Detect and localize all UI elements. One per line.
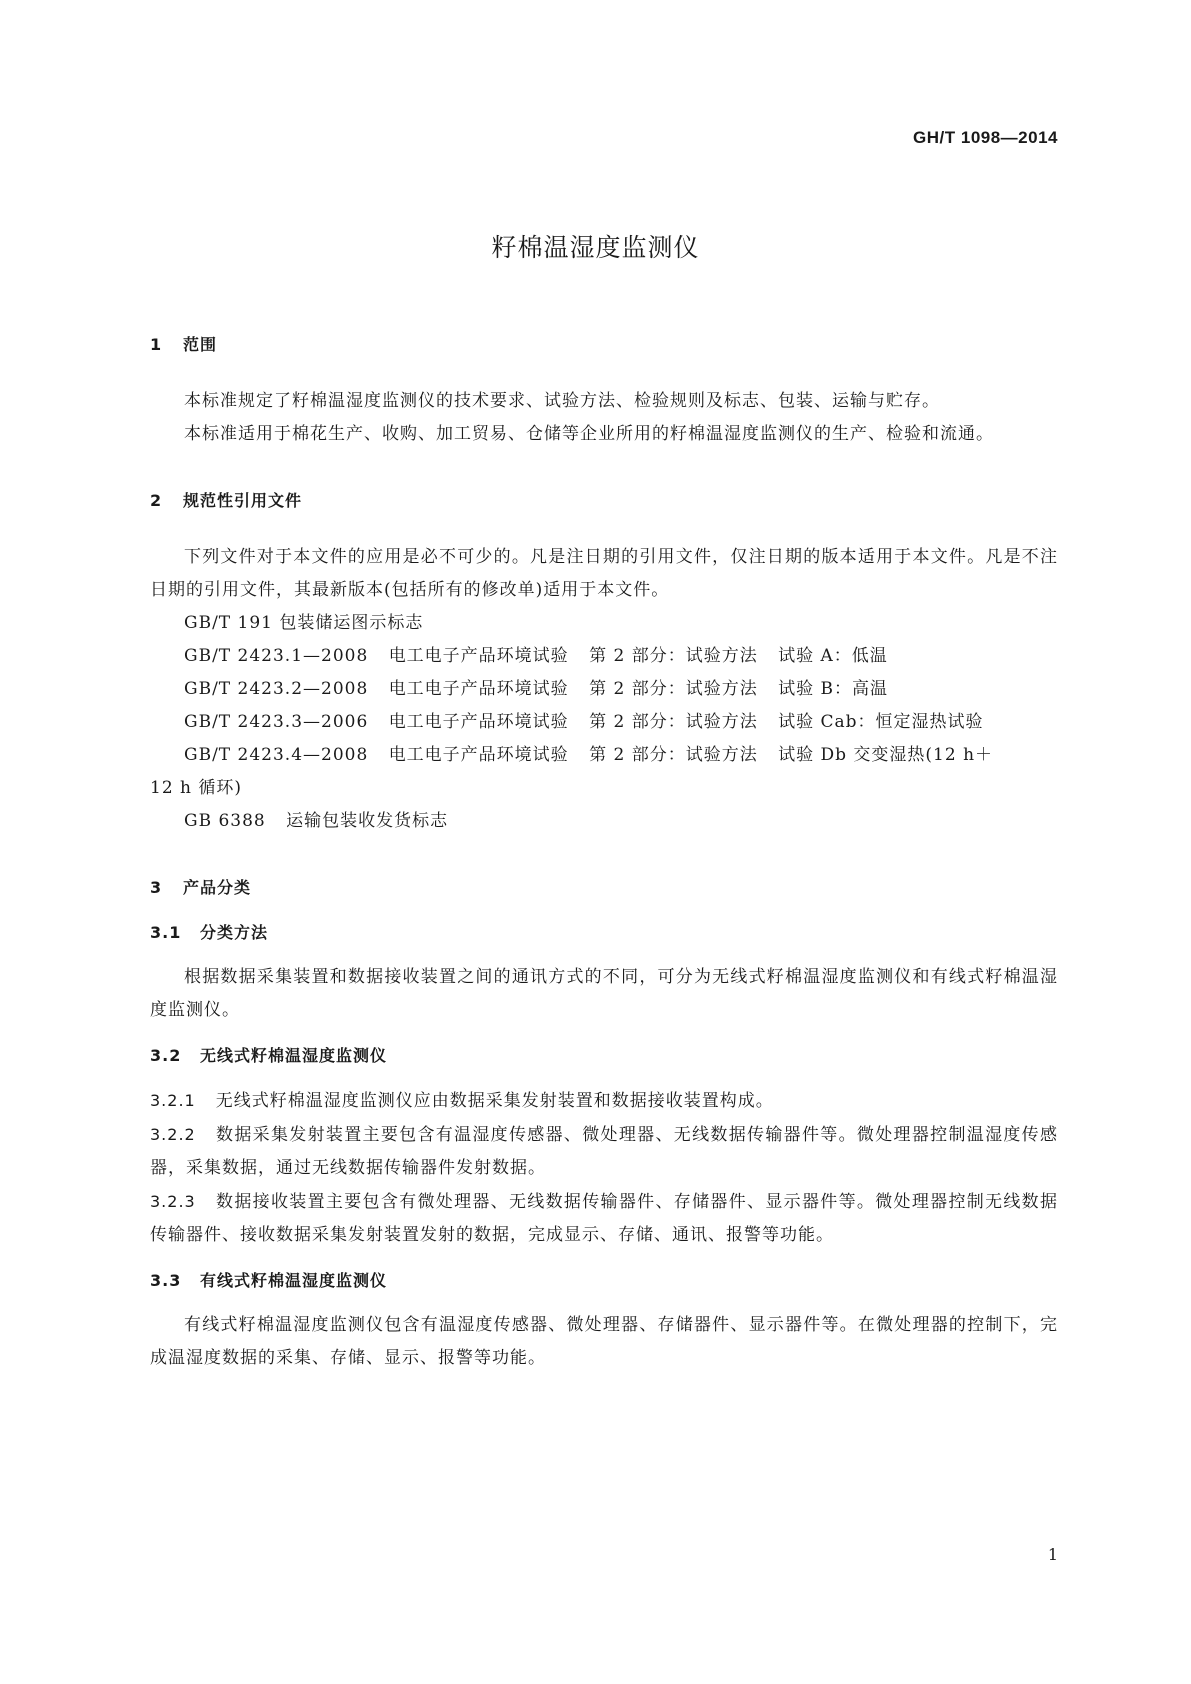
reference-item xyxy=(150,706,1058,739)
section-title: 规范性引用文件 xyxy=(183,491,303,510)
section-number: 3.3 xyxy=(150,1271,182,1290)
section-number: 2 xyxy=(150,491,163,510)
reference-code: GB/T 2423.3—2006 xyxy=(184,712,369,732)
paragraph: 根据数据采集装置和数据接收装置之间的通讯方式的不同，可分为无线式籽棉温湿度监测仪和有线式籽棉温湿度监测仪。 xyxy=(150,967,1058,1020)
section-number: 3 xyxy=(150,878,163,897)
reference-title: 电工电子产品环境试验 xyxy=(388,646,569,666)
section-title: 无线式籽棉温湿度监测仪 xyxy=(200,1046,388,1065)
paragraph: 本标准适用于棉花生产、收购、加工贸易、仓储等企业所用的籽棉温湿度监测仪的生产、检验和流通。 xyxy=(184,424,994,444)
reference-test: 试验 A：低温 xyxy=(778,646,888,666)
paragraph: 下列文件对于本文件的应用是必不可少的。凡是注日期的引用文件，仅注日期的版本适用于本文件。凡是不注日期的引用文件，其最新版本(包括所有的修改单)适用于本文件。 xyxy=(150,547,1058,600)
reference-test: 试验 Db 交变湿热(12 h＋ xyxy=(778,745,994,765)
reference-code: GB/T 2423.4—2008 xyxy=(184,745,369,765)
reference-title: 电工电子产品环境试验 xyxy=(388,712,569,732)
clause-item xyxy=(150,1185,1058,1252)
section-3-1-heading xyxy=(150,916,1058,949)
section-1-heading xyxy=(150,328,1058,361)
reference-part: 第 2 部分：试验方法 xyxy=(589,712,758,732)
section-3-heading xyxy=(150,871,1058,904)
clause-text: 无线式籽棉温湿度监测仪应由数据采集发射装置和数据接收装置构成。 xyxy=(215,1091,774,1111)
section-title: 有线式籽棉温湿度监测仪 xyxy=(200,1271,388,1290)
section-number: 3.1 xyxy=(150,923,182,942)
section-number: 1 xyxy=(150,335,163,354)
section-3-3-heading xyxy=(150,1264,1058,1297)
reference-item xyxy=(150,640,1058,673)
clause-text: 数据接收装置主要包含有微处理器、无线数据传输器件、存储器件、显示器件等。微处理器控制无线数据传输器件、接收数据采集发射装置发射的数据，完成显示、存储、通讯、报警等功能。 xyxy=(150,1192,1058,1245)
reference-item xyxy=(150,607,1058,640)
reference-test: 试验 B：高温 xyxy=(778,679,888,699)
clause-text: 数据采集发射装置主要包含有温湿度传感器、微处理器、无线数据传输器件等。微处理器控制温湿度传感器，采集数据，通过无线数据传输器件发射数据。 xyxy=(150,1125,1058,1178)
reference-title: 运输包装收发货标志 xyxy=(286,811,449,831)
page-number: 1 xyxy=(1047,1545,1058,1564)
section-number: 3.2 xyxy=(150,1046,182,1065)
reference-item xyxy=(150,739,1058,805)
document-title: 籽棉温湿度监测仪 xyxy=(491,233,700,262)
reference-test: 试验 Cab：恒定湿热试验 xyxy=(778,712,984,732)
paragraph: 本标准规定了籽棉温湿度监测仪的技术要求、试验方法、检验规则及标志、包装、运输与贮存。 xyxy=(184,391,940,411)
reference-code: GB/T 2423.2—2008 xyxy=(184,679,369,699)
section-title: 范围 xyxy=(183,335,218,354)
reference-part: 第 2 部分：试验方法 xyxy=(589,745,758,765)
reference-title: 电工电子产品环境试验 xyxy=(388,745,569,765)
document-code: GH/T 1098—2014 xyxy=(913,128,1058,147)
section-2-heading xyxy=(150,484,1058,517)
clause-number: 3.2.1 xyxy=(150,1091,196,1110)
clause-number: 3.2.2 xyxy=(150,1125,196,1144)
reference-title: 电工电子产品环境试验 xyxy=(388,679,569,699)
reference-part: 第 2 部分：试验方法 xyxy=(589,679,758,699)
reference-part: 第 2 部分：试验方法 xyxy=(589,646,758,666)
reference-code: GB 6388 xyxy=(184,811,266,831)
reference-title: 包装储运图示标志 xyxy=(279,613,424,633)
reference-code: GB/T 191 xyxy=(184,613,273,633)
clause-item xyxy=(150,1084,1058,1118)
reference-item xyxy=(150,673,1058,706)
section-title: 产品分类 xyxy=(183,878,252,897)
section-title: 分类方法 xyxy=(200,923,269,942)
reference-item xyxy=(150,805,1058,838)
clause-item xyxy=(150,1118,1058,1185)
paragraph: 有线式籽棉温湿度监测仪包含有温湿度传感器、微处理器、存储器件、显示器件等。在微处理器的控制下，完成温湿度数据的采集、存储、显示、报警等功能。 xyxy=(150,1315,1058,1368)
document-body xyxy=(150,328,1058,1375)
clause-number: 3.2.3 xyxy=(150,1192,196,1211)
section-3-2-heading xyxy=(150,1039,1058,1072)
reference-test-continuation: 12 h 循环) xyxy=(150,778,243,798)
reference-code: GB/T 2423.1—2008 xyxy=(184,646,369,666)
